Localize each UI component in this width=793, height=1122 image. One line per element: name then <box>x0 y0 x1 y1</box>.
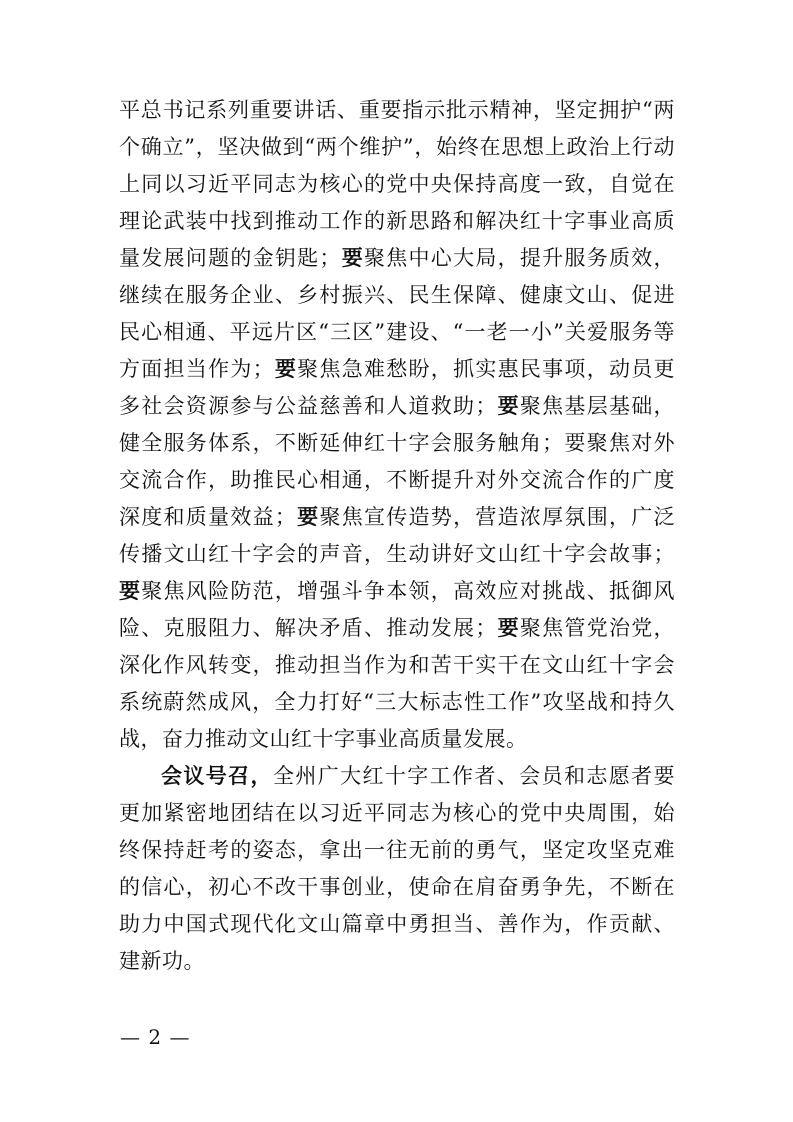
page-number: — 2 — <box>120 1025 191 1049</box>
body-text <box>119 92 675 980</box>
text-segment: 聚焦宣传造势，营造浓厚氛围，广泛传播文山红十字会的声音，生动讲好文山红十字会故事； <box>119 505 676 566</box>
text-segment: 平总书记系列重要讲话、重要指示批示精神，坚定拥护“两个确立”，坚决做到“两个维护”，始终在思想上政治上行动上同以习近平同志为核心的党中央保持高度一致，自觉在理论武装中找到推动工作的新思路和解决红十字事业高质量发展问题的金钥匙； <box>119 98 675 270</box>
text-segment: 聚焦中心大局，提升服务质效，继续在服务企业、乡村振兴、民生保障、健康文山、促进民心相通、平远片区“三区”建设、“一老一小”关爱服务等方面担当作为； <box>119 246 676 381</box>
paragraph-lead: 会议号召， <box>161 764 273 788</box>
emphasis-yao: 要 <box>296 505 320 529</box>
paragraph-continued <box>119 92 675 758</box>
emphasis-yao: 要 <box>274 357 298 381</box>
emphasis-yao: 要 <box>496 394 520 418</box>
text-segment: 聚焦管党治党，深化作风转变，推动担当作为和苦干实干在文山红十字会系统蔚然成风，全力打好“三大标志性工作”攻坚战和持久战，奋力推动文山红十字事业高质量发展。 <box>119 616 676 751</box>
paragraph-meeting-call <box>119 758 675 980</box>
text-segment: 聚焦基层基础，健全服务体系，不断延伸红十字会服务触角；要聚焦对外交流合作，助推民心相通，不断提升对外交流合作的广度深度和质量效益； <box>119 394 676 529</box>
emphasis-yao: 要 <box>340 246 364 270</box>
emphasis-yao: 要 <box>496 616 520 640</box>
text-segment: 聚焦风险防范，增强斗争本领，高效应对挑战、抵御风险、克服阻力、解决矛盾、推动发展； <box>119 579 676 640</box>
text-segment: 聚焦急难愁盼，抓实惠民事项，动员更多社会资源参与公益慈善和人道救助； <box>119 357 676 418</box>
text-segment: 全州广大红十字工作者、会员和志愿者要更加紧密地团结在以习近平同志为核心的党中央周围，始终保持赶考的姿态，拿出一往无前的勇气，坚定攻坚克难的信心，初心不改干事创业，使命在肩奋勇争先，不断在助力中国式现代化文山篇章中勇担当、善作为，作贡献、建新功。 <box>119 764 676 973</box>
emphasis-yao: 要 <box>119 579 142 603</box>
